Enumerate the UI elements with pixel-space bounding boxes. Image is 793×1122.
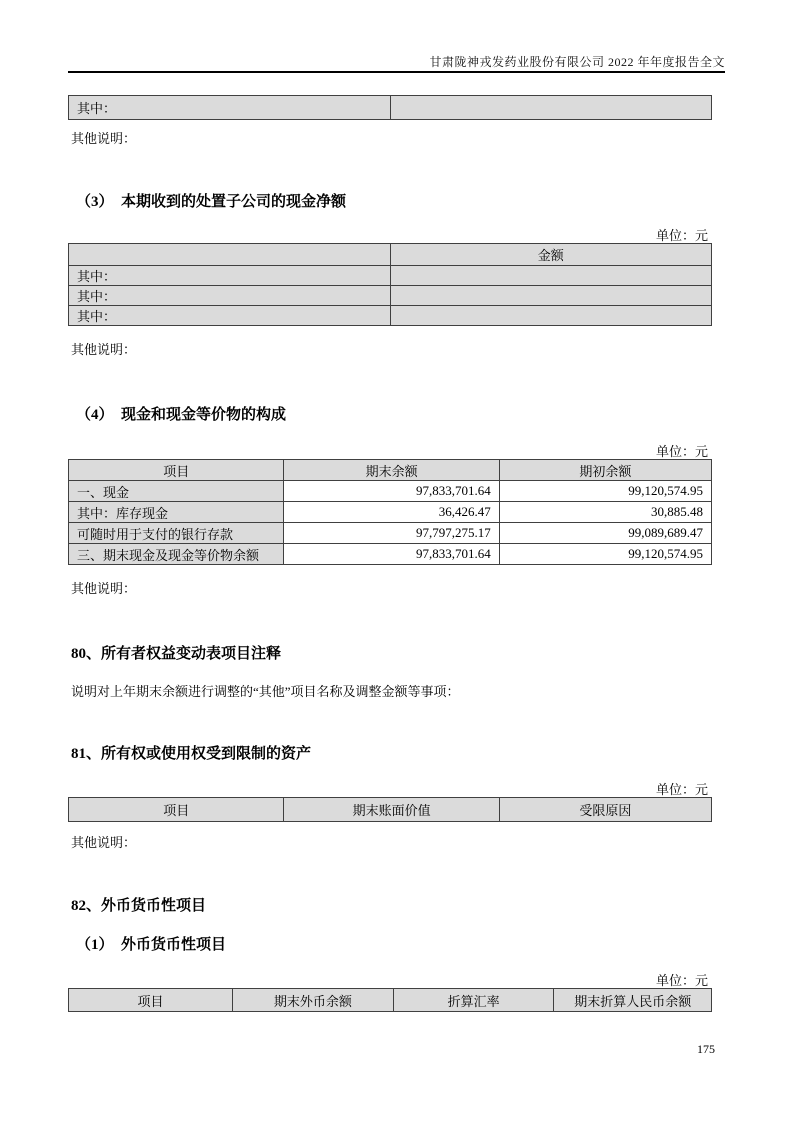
- table-header-row: [69, 244, 712, 266]
- foreign-currency-table: [68, 988, 712, 1012]
- column-header: 期末账面价值: [284, 798, 499, 822]
- table-cell-value: 97,833,701.64: [284, 544, 499, 565]
- table-cell-label: 其中：: [69, 286, 391, 306]
- column-header: 金额: [390, 244, 712, 266]
- other-note-label: 其他说明：: [71, 342, 137, 357]
- section82-heading: 82、外币货币性项目: [71, 898, 207, 914]
- table-row: [69, 544, 712, 565]
- table-cell-value: 36,426.47: [284, 502, 499, 523]
- table-row: [69, 481, 712, 502]
- table-cell-label: 三、期末现金及现金等价物余额: [69, 544, 284, 565]
- column-header: 期末余额: [284, 460, 499, 481]
- header-divider: [68, 71, 725, 73]
- table-header-row: [69, 460, 712, 481]
- other-note-label: 其他说明：: [71, 131, 137, 146]
- section82-sub-heading: （1） 外币货币性项目: [76, 937, 227, 953]
- table-cell-value: [390, 286, 712, 306]
- table-cell-value: 30,885.48: [499, 502, 711, 523]
- column-header: 折算汇率: [393, 989, 554, 1012]
- page-header-title: 甘肃陇神戎发药业股份有限公司 2022 年年度报告全文: [429, 55, 725, 69]
- table-header-row: [69, 989, 712, 1012]
- column-header: 项目: [69, 989, 233, 1012]
- table-cell-value: 99,089,689.47: [499, 523, 711, 544]
- section3-heading: （3） 本期收到的处置子公司的现金净额: [76, 194, 347, 210]
- table-row: [69, 502, 712, 523]
- section80-heading: 80、所有者权益变动表项目注释: [71, 646, 282, 662]
- table-cell-value: [390, 266, 712, 286]
- table-row: [69, 523, 712, 544]
- table-cell-label: 其中：: [69, 266, 391, 286]
- unit-label: 单位：元: [655, 973, 708, 988]
- column-header: 期末折算人民币余额: [554, 989, 712, 1012]
- table-cell-value: 99,120,574.95: [499, 544, 711, 565]
- section81-heading: 81、所有权或使用权受到限制的资产: [71, 746, 312, 762]
- table-cell-value: 97,833,701.64: [284, 481, 499, 502]
- unit-label: 单位：元: [655, 444, 708, 459]
- column-header: 期初余额: [499, 460, 711, 481]
- section4-heading: （4） 现金和现金等价物的构成: [76, 407, 287, 423]
- table-cell-value: 99,120,574.95: [499, 481, 711, 502]
- table-cell-label: 其中：: [69, 96, 391, 120]
- table-row: [69, 266, 712, 286]
- table-cell-value: [390, 96, 712, 120]
- table-cell-value: [390, 306, 712, 326]
- table-header-row: [69, 798, 712, 822]
- column-header: 项目: [69, 460, 284, 481]
- subsidiary-disposal-cash-table: [68, 243, 712, 326]
- cash-equivalents-table: [68, 459, 712, 565]
- table-cell-value: 97,797,275.17: [284, 523, 499, 544]
- table-cell-label: 其中：库存现金: [69, 502, 284, 523]
- unit-label: 单位：元: [655, 228, 708, 243]
- column-header: 期末外币余额: [232, 989, 393, 1012]
- table-row: [69, 306, 712, 326]
- other-note-label: 其他说明：: [71, 581, 137, 596]
- page-number: 175: [697, 1042, 715, 1056]
- table-row: [69, 286, 712, 306]
- table-cell-label: 可随时用于支付的银行存款: [69, 523, 284, 544]
- unit-label: 单位：元: [655, 782, 708, 797]
- section80-body: 说明对上年期末余额进行调整的“其他”项目名称及调整金额等事项：: [71, 684, 460, 699]
- column-header: [69, 244, 391, 266]
- column-header: 受限原因: [499, 798, 711, 822]
- table-cell-label: 其中：: [69, 306, 391, 326]
- continuation-table: [68, 95, 712, 120]
- other-note-label: 其他说明：: [71, 835, 137, 850]
- table-cell-label: 一、现金: [69, 481, 284, 502]
- column-header: 项目: [69, 798, 284, 822]
- restricted-assets-table: [68, 797, 712, 822]
- table-row: [69, 96, 712, 120]
